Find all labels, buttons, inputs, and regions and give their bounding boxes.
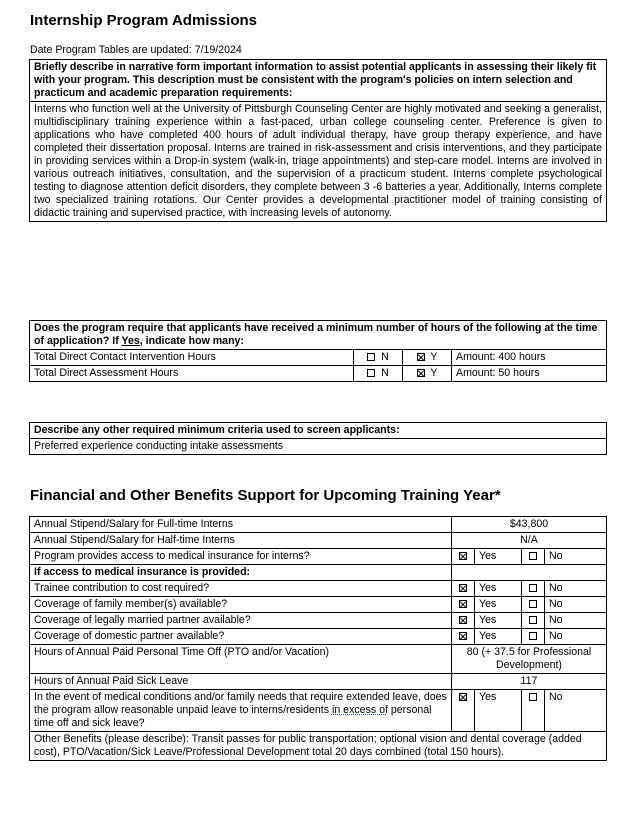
checkbox[interactable] [529, 552, 537, 560]
table-row [30, 645, 607, 674]
table-row [30, 565, 607, 581]
checkbox[interactable] [367, 369, 375, 377]
narrative-text: Interns who function well at the University of Pittsburgh Counseling Center are highly motivated and seeking a generalist, multidisciplinary training experience within a fast-paced, urban college counseling center. Preference is given to applications who have completed 400 hours of adult individual therapy, have group therapy experience, and have completed their dissertation proposal. Interns are trained in risk-assessment and crisis interventions, and they participate in providing services within a Drop-in system (walk-in, triage appointments) and step-care model. Interns are involved in various outreach initiatives, consultation, and the supervision of a practicum student. Interns complete psychological testing to diagnose attention deficit disorders, they complete between 3 -6 batteries a year. Additionally, Interns complete two specialized training rotations. Our Center provides a developmental practitioner model of training consisting of didactic training and supervised practice, with increasing levels of autonomy. [30, 102, 607, 222]
checkbox-checked[interactable] [459, 632, 467, 640]
leave-question: In the event of medical conditions and/or family needs that require extended leave, does the program allow reasonable unpaid leave to interns/residents in excess of personal time off and sick leave? [30, 690, 452, 732]
family-coverage-label: Coverage of family member(s) available? [30, 597, 452, 613]
checkbox[interactable] [529, 616, 537, 624]
checkbox-checked[interactable] [459, 600, 467, 608]
sick-label: Hours of Annual Paid Sick Leave [30, 674, 452, 690]
hours-row-label: Total Direct Assessment Hours [30, 366, 354, 382]
table-row: Trainee contribution to cost required? Yes No [30, 581, 607, 597]
checkbox-checked[interactable] [417, 369, 425, 377]
domestic-coverage-label: Coverage of domestic partner available? [30, 629, 452, 645]
table-row [30, 732, 607, 761]
date-updated: Date Program Tables are updated: 7/19/2024 [30, 44, 242, 56]
table-row: Coverage of legally married partner available? Yes No [30, 613, 607, 629]
checkbox[interactable] [529, 693, 537, 701]
pto-label: Hours of Annual Paid Personal Time Off (PTO and/or Vacation) [30, 645, 452, 674]
table-row [30, 533, 607, 549]
checkbox-checked[interactable] [459, 584, 467, 592]
hours-amount: Amount: 400 hours [452, 350, 607, 366]
other-benefits: Other Benefits (please describe): Transit passes for public transportation; optional vision and dental coverage (added cost), PTO/Vacation/Sick Leave/Professional Development total 20 days combined (total 150 hours). [30, 732, 607, 761]
table-row: In the event of medical conditions and/or family needs that require extended leave, does the program allow reasonable unpaid leave to interns/residents in excess of personal time off and sick leave? Yes No [30, 690, 607, 732]
hours-table [29, 320, 607, 382]
married-coverage-label: Coverage of legally married partner available? [30, 613, 452, 629]
table-row: Total Direct Contact Intervention Hours N Y Amount: 400 hours [30, 350, 607, 366]
stipend-half-value: N/A [452, 533, 607, 549]
medical-access-label: Program provides access to medical insurance for interns? [30, 549, 452, 565]
sick-value: 117 [452, 674, 607, 690]
table-row: Program provides access to medical insurance for interns? Yes No [30, 549, 607, 565]
stipend-half-label: Annual Stipend/Salary for Half-time Interns [30, 533, 452, 549]
checkbox-checked[interactable] [417, 353, 425, 361]
checkbox[interactable] [367, 353, 375, 361]
checkbox[interactable] [529, 584, 537, 592]
stipend-full-label: Annual Stipend/Salary for Full-time Interns [30, 517, 452, 533]
table-row [30, 517, 607, 533]
narrative-table [29, 59, 607, 222]
checkbox-checked[interactable] [459, 616, 467, 624]
checkbox[interactable] [529, 632, 537, 640]
table-row: Coverage of domestic partner available? Yes No [30, 629, 607, 645]
criteria-prompt: Describe any other required minimum criteria used to screen applicants: [30, 423, 607, 439]
checkbox-checked[interactable] [459, 693, 467, 701]
criteria-value: Preferred experience conducting intake assessments [30, 439, 607, 455]
checkbox[interactable] [529, 600, 537, 608]
hours-row-label: Total Direct Contact Intervention Hours [30, 350, 354, 366]
hours-amount: Amount: 50 hours [452, 366, 607, 382]
stipend-full-value: $43,800 [452, 517, 607, 533]
table-row: Coverage of family member(s) available? Yes No [30, 597, 607, 613]
hours-question: Does the program require that applicants have received a minimum number of hours of the following at the time of application? If Yes, indicate how many: [30, 321, 607, 350]
table-row: Total Direct Assessment Hours N Y Amount: 50 hours [30, 366, 607, 382]
if-access-label: If access to medical insurance is provided: [30, 565, 452, 581]
financial-title: Financial and Other Benefits Support for Upcoming Training Year* [30, 487, 501, 504]
criteria-table [29, 422, 607, 455]
pto-value: 80 (+ 37.5 for Professional Development) [452, 645, 607, 674]
checkbox-checked[interactable] [459, 552, 467, 560]
table-row [30, 674, 607, 690]
financial-table [29, 516, 607, 761]
narrative-prompt: Briefly describe in narrative form important information to assist potential applicants in assessing their likely fit with your program. This description must be consistent with the program's policies on intern selection and practicum and academic preparation requirements: [30, 60, 607, 102]
admissions-title: Internship Program Admissions [30, 12, 257, 29]
trainee-contribution-label: Trainee contribution to cost required? [30, 581, 452, 597]
